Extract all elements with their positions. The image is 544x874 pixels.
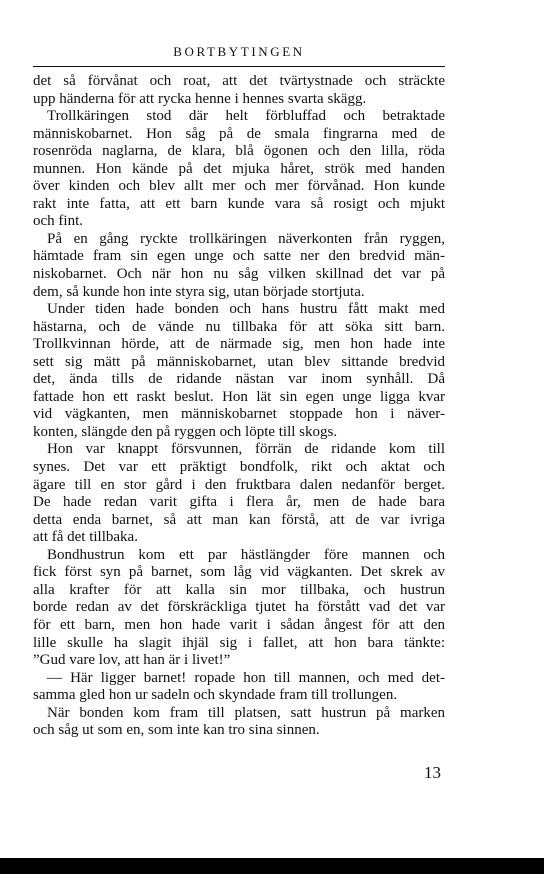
text-line: hämtade fram sin egen unge och satte ner den bredvid män- xyxy=(33,248,445,265)
text-line: rakt inte fatta, att ett barn kunde vara så rosigt och mjukt xyxy=(33,195,445,212)
text-line: att få det tillbaka. xyxy=(33,529,138,546)
text-line: På en gång ryckte trollkäringen näverkonten från ryggen, xyxy=(47,230,445,247)
text-line: vid vägkanten, men människobarnet stoppade hon i näver- xyxy=(33,406,445,423)
running-head: BORTBYTINGEN xyxy=(173,44,305,59)
header-rule xyxy=(33,66,445,67)
text-line: Under tiden hade bonden och hans hustru fått makt med xyxy=(47,301,445,318)
text-line: niskobarnet. Och när hon nu såg vilken skillnad det var på xyxy=(33,266,445,283)
page-number: 13 xyxy=(424,763,441,782)
body-text xyxy=(33,73,445,740)
text-line: — Här ligger barnet! ropade hon till mannen, och med det- xyxy=(47,669,445,686)
text-line: hästarna, och de vände nu tillbaka för att söka sitt barn. xyxy=(33,318,445,335)
text-line: detta enda barnet, så att man kan förstå, att de var ivriga xyxy=(33,511,445,528)
text-line: fick först syn på barnet, som låg vid vägkanten. Det skrek av xyxy=(33,564,445,581)
text-line: alla krafter för att kalla sin mor tillbaka, och hustrun xyxy=(33,581,445,598)
text-line: för ett barn, men hon hade varit i sådan ångest för att den xyxy=(33,616,445,633)
text-line: och såg ut som en, som inte kan tro sina sinnen. xyxy=(33,722,320,739)
text-line: upp händerna för att rycka henne i hennes svarta skägg. xyxy=(33,90,367,107)
text-line: ”Gud vare lov, att han är i livet!” xyxy=(33,652,231,669)
text-line: lille skulle ha slagit ihjäl sig i fallet, att hon bara tänkte: xyxy=(33,634,445,651)
text-line: rosenröda naglarna, de klara, blå ögonen och den lilla, röda xyxy=(33,143,445,160)
text-line: borde redan av det förskräckliga tjutet ha förstått vad det var xyxy=(33,599,445,616)
text-line: munnen. Hon kände på det mjuka håret, strök med handen xyxy=(33,160,445,177)
text-line: Trollkäringen stod där helt förbluffad och betraktade xyxy=(47,108,445,125)
text-line: det, ända tills de ridande nästan var inom synhåll. Då xyxy=(33,371,445,388)
text-line: dem, så kunde hon inte styra sig, utan började stortjuta. xyxy=(33,283,365,300)
text-line: sett sig mätt på människobarnet, utan blev sittande bredvid xyxy=(33,353,445,370)
text-line: fattade hon ett raskt beslut. Hon lät sin egen unge ligga kvar xyxy=(33,388,445,405)
text-line: över kinden och blev allt mer och mer förvånad. Hon kunde xyxy=(33,178,445,195)
text-line: konten, slängde den på ryggen och löpte till skogs. xyxy=(33,423,338,440)
text-line: Trollkvinnan hörde, att de närmade sig, men hon hade inte xyxy=(33,336,445,353)
text-line: samma gled hon ur sadeln och skyndade fram till trollungen. xyxy=(33,687,398,704)
text-line: När bonden kom fram till platsen, satt hustrun på marken xyxy=(47,704,445,721)
text-line: synes. Det var ett präktigt bondfolk, rikt och aktat och xyxy=(33,459,445,476)
text-line: människobarnet. Hon såg på de smala fingrarna med de xyxy=(33,125,445,142)
text-line: ägare till en stor gård i den fruktbara dalen nedanför berget. xyxy=(33,476,445,493)
text-line: det så förvånat och roat, att det tvärtystnade och sträckte xyxy=(33,73,445,89)
text-line: och fint. xyxy=(33,213,83,230)
text-line: Bondhustrun kom ett par hästlängder före mannen och xyxy=(47,546,445,563)
text-line: De hade redan varit gifta i flera år, men de hade bara xyxy=(33,494,445,511)
scan-bottom-edge xyxy=(0,858,544,874)
text-line: Hon var knappt försvunnen, förrän de ridande kom till xyxy=(47,441,445,458)
